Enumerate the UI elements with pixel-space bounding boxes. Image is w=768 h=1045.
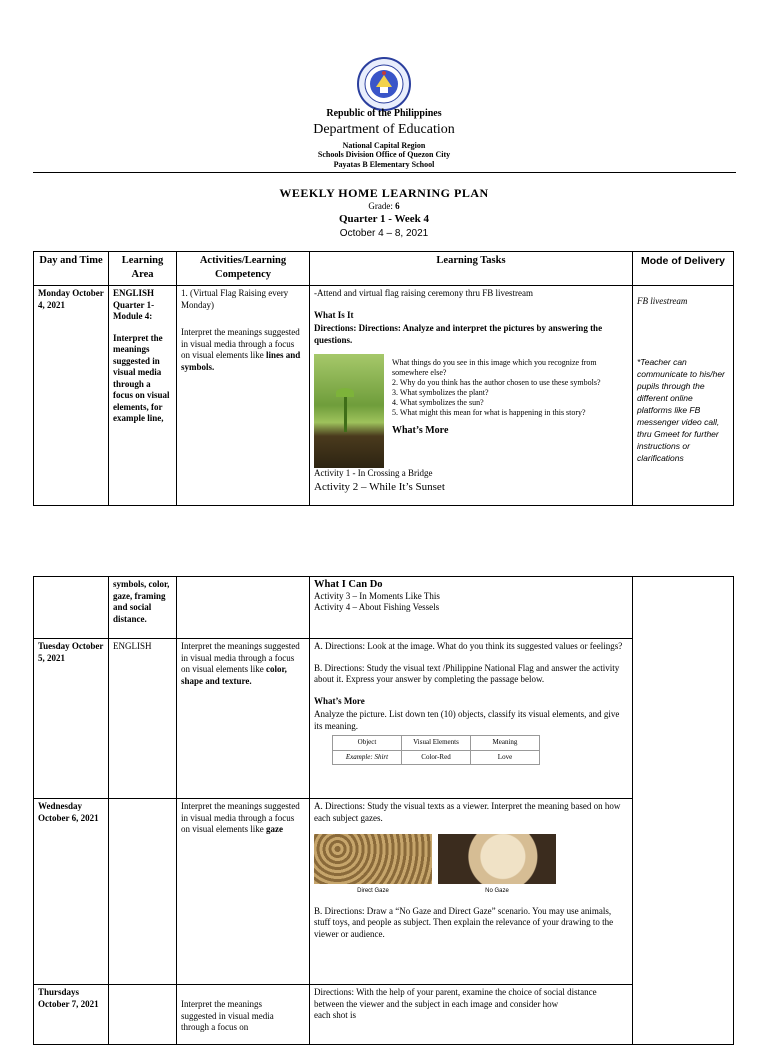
thursday-competency-3: through a focus on: [181, 1022, 249, 1032]
department-heading: Department of Education: [313, 122, 455, 137]
monday-tasks: [310, 286, 633, 506]
wednesday-task-a2: each subject gazes.: [314, 812, 383, 823]
activity-4: Activity 4 – About Fishing Vessels: [314, 602, 440, 612]
gaze-images: [314, 834, 628, 898]
continued-competency: [177, 577, 310, 639]
thursday-competency-1: Interpret the meanings: [181, 999, 262, 1009]
tuesday-competency-pre: Interpret the meanings suggested in visual media through a focus on visual elements like: [181, 641, 300, 674]
header-divider: [33, 172, 736, 173]
what-is-it-heading: What Is It: [314, 309, 354, 320]
monday-task-livestream: -Attend and virtual flag raising ceremony thru FB livestream: [314, 288, 533, 298]
thursday-task-3: each shot is: [314, 1010, 356, 1020]
col-learning-tasks: Learning Tasks: [310, 252, 633, 286]
question-4: 4. What symbolizes the sun?: [392, 398, 484, 407]
continued-tasks: [310, 577, 633, 639]
wednesday-row: [34, 799, 734, 985]
tuesday-area: ENGLISH: [109, 639, 177, 799]
monday-competency: [177, 286, 310, 506]
mode-fb-livestream: FB livestream: [637, 296, 688, 306]
wednesday-task-b: B. Directions: Draw a “No Gaze and Direct Gaze” scenario. You may use animals,: [314, 905, 612, 916]
col-learning-area: Learning Area: [109, 252, 177, 286]
caption-direct-gaze: Direct Gaze: [357, 888, 389, 894]
monday-area-module: ENGLISH Quarter 1- Module 4:: [113, 288, 155, 321]
plan-table-page-1: [33, 251, 734, 506]
school-heading: Payatas B Elementary School: [333, 160, 435, 169]
thursday-row: [34, 985, 734, 1045]
monday-area: [109, 286, 177, 506]
wednesday-competency-bold: gaze: [265, 824, 283, 834]
col-day-time: Day and Time: [34, 252, 109, 286]
monday-competency-bold: lines and symbols.: [181, 350, 301, 372]
wednesday-competency-pre: Interpret the meanings suggested in visual media through a focus on visual elements like: [181, 801, 300, 834]
wednesday-task-b3: viewer or audience.: [314, 928, 385, 939]
mini-example-element: Color-Red: [402, 750, 471, 765]
continued-area: symbols, color, gaze, framing and social distance.: [109, 577, 177, 639]
thursday-competency-2: suggested in visual media: [181, 1010, 274, 1021]
activity-2: Activity 2 – While It’s Sunset: [314, 480, 445, 493]
col-mode-delivery: Mode of Delivery: [633, 252, 734, 286]
grade-line: [0, 201, 768, 211]
mini-header-elements: Visual Elements: [402, 736, 471, 751]
division-heading: Schools Division Office of Quezon City: [317, 150, 451, 159]
caption-no-gaze: No Gaze: [485, 888, 509, 894]
tuesday-task-c: Analyze the picture. List down ten (10) objects, classify its visual elements, and give its meaning.: [314, 709, 620, 731]
monday-directions: Directions: Directions: Analyze and interpret the pictures by answering the questions.: [314, 323, 603, 345]
mini-header-object: Object: [333, 736, 402, 751]
plan-table-page-2: [33, 576, 734, 1045]
mode-teacher-note: *Teacher can communicate to his/her pupils through the different online platforms like FB messenger video call, thru Gmeet for further instructions or clarifications: [637, 356, 725, 463]
thursday-day: Thursdays October 7, 2021: [34, 985, 109, 1045]
thursday-tasks: [310, 985, 633, 1045]
region-heading: National Capital Region: [342, 141, 426, 150]
page-2-mode-column: [633, 577, 734, 1045]
thursday-task-2: between the viewer and the subject in each image and consider how: [314, 998, 559, 1009]
tuesday-competency: [177, 639, 310, 799]
deped-seal-logo: [356, 56, 412, 112]
col-competency: Activities/Learning Competency: [177, 252, 310, 286]
wednesday-tasks: [310, 799, 633, 985]
thursday-task-1: Directions: With the help of your parent, examine the choice of social distance: [314, 987, 597, 997]
activity-3: Activity 3 – In Moments Like This: [314, 590, 440, 601]
question-2: 2. Why do you think has the author chosen to use these symbols?: [392, 378, 601, 387]
monday-flag-raising: 1. (Virtual Flag Raising every Monday): [181, 288, 289, 310]
tuesday-task-b: B. Directions: Study the visual text /Philippine National Flag and answer the activity about it. Express your answer by completing the passage below.: [314, 662, 620, 684]
monday-row: [34, 286, 734, 506]
grade-label: Grade:: [368, 201, 396, 211]
dog-no-gaze-image: [438, 834, 556, 884]
wednesday-day: Wednesday October 6, 2021: [34, 799, 109, 985]
monday-competency-text: [181, 327, 305, 373]
plant-question-block: [314, 354, 628, 468]
monday-day: Monday October 4, 2021: [34, 286, 109, 506]
monday-area-competency: Interpret the meanings suggested in visual media through a focus on visual elements, for example line,: [113, 332, 170, 423]
wednesday-task-a: A. Directions: Study the visual texts as a viewer. Interpret the meaning based on how: [314, 801, 621, 811]
monday-competency-pre: Interpret the meanings suggested in visual media through a focus on visual elements like: [181, 327, 300, 360]
question-3: 3. What symbolizes the plant?: [392, 388, 489, 397]
thursday-competency: [177, 985, 310, 1045]
continued-day: [34, 577, 109, 639]
tuesday-tasks: [310, 639, 633, 799]
question-5: 5. What might this mean for what is happening in this story?: [392, 408, 586, 417]
week-dates: October 4 – 8, 2021: [339, 228, 429, 239]
what-i-can-do-heading: What I Can Do: [314, 579, 383, 590]
tuesday-row: [34, 639, 734, 799]
mini-example-object: Example: Shirt: [333, 750, 402, 765]
continued-row: [34, 577, 734, 639]
thursday-area: [109, 985, 177, 1045]
tuesday-day: Tuesday October 5, 2021: [34, 639, 109, 799]
wednesday-task-b2: stuff toys, and people as subject. Then explain the relevance of your drawing to the: [314, 917, 614, 927]
tuesday-whats-more: What’s More: [314, 695, 365, 706]
leopard-direct-gaze-image: [314, 834, 432, 884]
whats-more-heading: What’s More: [392, 425, 449, 436]
wednesday-area: [109, 799, 177, 985]
plan-title: WEEKLY HOME LEARNING PLAN: [279, 186, 489, 200]
question-1: What things do you see in this image which you recognize from: [392, 358, 597, 367]
activity-1: Activity 1 - In Crossing a Bridge: [314, 468, 433, 478]
table-header-row: [34, 252, 734, 286]
visual-elements-table: [332, 735, 540, 765]
wednesday-competency: [177, 799, 310, 985]
grade-value: 6: [395, 201, 400, 211]
mini-header-meaning: Meaning: [471, 736, 540, 751]
monday-mode: [633, 286, 734, 506]
republic-heading: Republic of the Philippines: [326, 108, 442, 119]
tuesday-competency-bold: color, shape and texture.: [181, 664, 287, 686]
tuesday-task-a: A. Directions: Look at the image. What do you think its suggested values or feelings?: [314, 641, 623, 651]
quarter-week: Quarter 1 - Week 4: [338, 213, 430, 225]
mini-example-meaning: Love: [471, 750, 540, 765]
question-1b: somewhere else?: [392, 368, 447, 377]
plant-sprout-image: [314, 354, 384, 468]
